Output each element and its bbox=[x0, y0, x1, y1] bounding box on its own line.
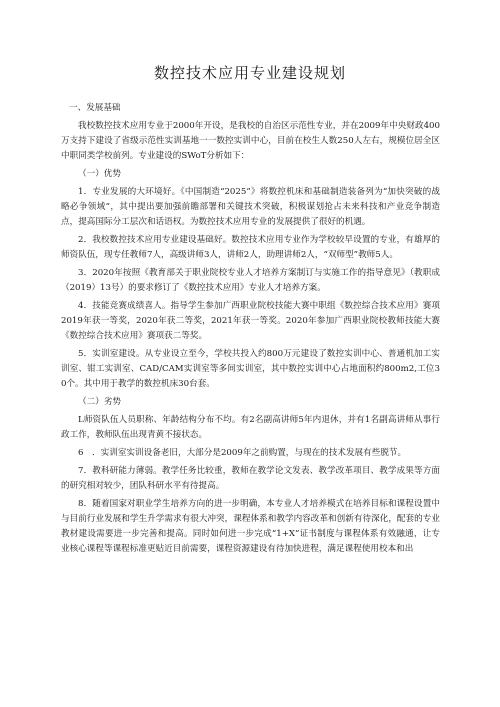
paragraph: 我校数控技术应用专业于2000年开设，是我校的自治区示范性专业，并在2009年中央财政400万支持下建设了省级示范性实训基地一一数控实训中心，目前在校生人数250人左右，规模位居全区中职同类学校前列。专业建设的SWoT分析如下： bbox=[61, 121, 440, 161]
subsection-heading: （一）优势 bbox=[78, 169, 121, 179]
paragraph: 7．教科研能力薄弱。教学任务比较重，教师在教学论文发表、教学改革项目、教学成果等方面的研究相对较少，团队科研水平有待提高。 bbox=[61, 466, 440, 491]
paragraph: 6 ．实训室实训设备老旧，大部分是2009年之前购置，与现在的技术发展有些脱节。 bbox=[78, 448, 407, 458]
document-body bbox=[61, 100, 440, 560]
document-title: 数控技术应用专业建设规划 bbox=[153, 64, 346, 82]
paragraph: L师资队伍人员职称、年龄结构分布不均。有2名副高讲师5年内退休，并有1名副高讲师从事行政工作，教师队伍出现青黄不接状态。 bbox=[61, 415, 440, 440]
paragraph: 2．我校数控技术应用专业建设基础好。数控技术应用专业作为学校较早设置的专业，有雄厚的师资队伍，现专任教师7人，高级讲师3人，讲师2人，助理讲师2人，“双师型”教师5人。 bbox=[61, 235, 440, 260]
section-heading: 一、发展基础 bbox=[69, 103, 121, 113]
subsection-heading: （二）劣势 bbox=[78, 397, 121, 407]
paragraph: 1．专业发展的大环境好。《中国制造“2025”》将数控机床和基础制造装备列为“加快突破的战略必争领域”，其中提出要加强前瞻部署和关键技术突破，积极谋划抢占未来科技和产业竞争制造点，提高国际分工层次和话语权。为数控技术应用专业的发展提供了很好的机遇。 bbox=[61, 187, 440, 227]
paragraph: 8．随着国家对职业学生培养方向的进一步明确，本专业人才培养模式在培养目标和课程设置中与目前行业发展和学生升学需求有很大冲突，课程体系和教学内容改革和创新有待深化，配套的专业教材建设需要进一步完善和提高。同时如何进一步完成“1+X”证书制度与课程体系有效融通，让专业核心课程等课程标准更贴近目前需要，课程资源建设有待加快进程，满足课程使用校本和出 bbox=[61, 499, 440, 554]
paragraph: 3．2020年按照《教育部关于职业院校专业人才培养方案制订与实施工作的指导意见》（教职成（2019）13号）的要求修订了《数控技术应用》专业人才培养方案。 bbox=[61, 268, 440, 293]
paragraph: 5．实训室建设。从专业设立至今，学校共投入约800万元建设了数控实训中心、普通机加工实训室、钳工实训室、CAD/CAM实训室等多间实训室，其中数控实训中心占地面积约800m2,工位30个。其中用于教学的数控机床30台套。 bbox=[61, 349, 440, 389]
paragraph: 4．技能竞赛成绩喜人。指导学生参加广西职业院校技能大赛中职组《数控综合技术应用》赛项2019年获一等奖，2020年获二等奖，2021年获一等奖。2020年参加广西职业院校教师技能大赛《数控综合技术应用》赛项获二等奖。 bbox=[61, 301, 440, 341]
